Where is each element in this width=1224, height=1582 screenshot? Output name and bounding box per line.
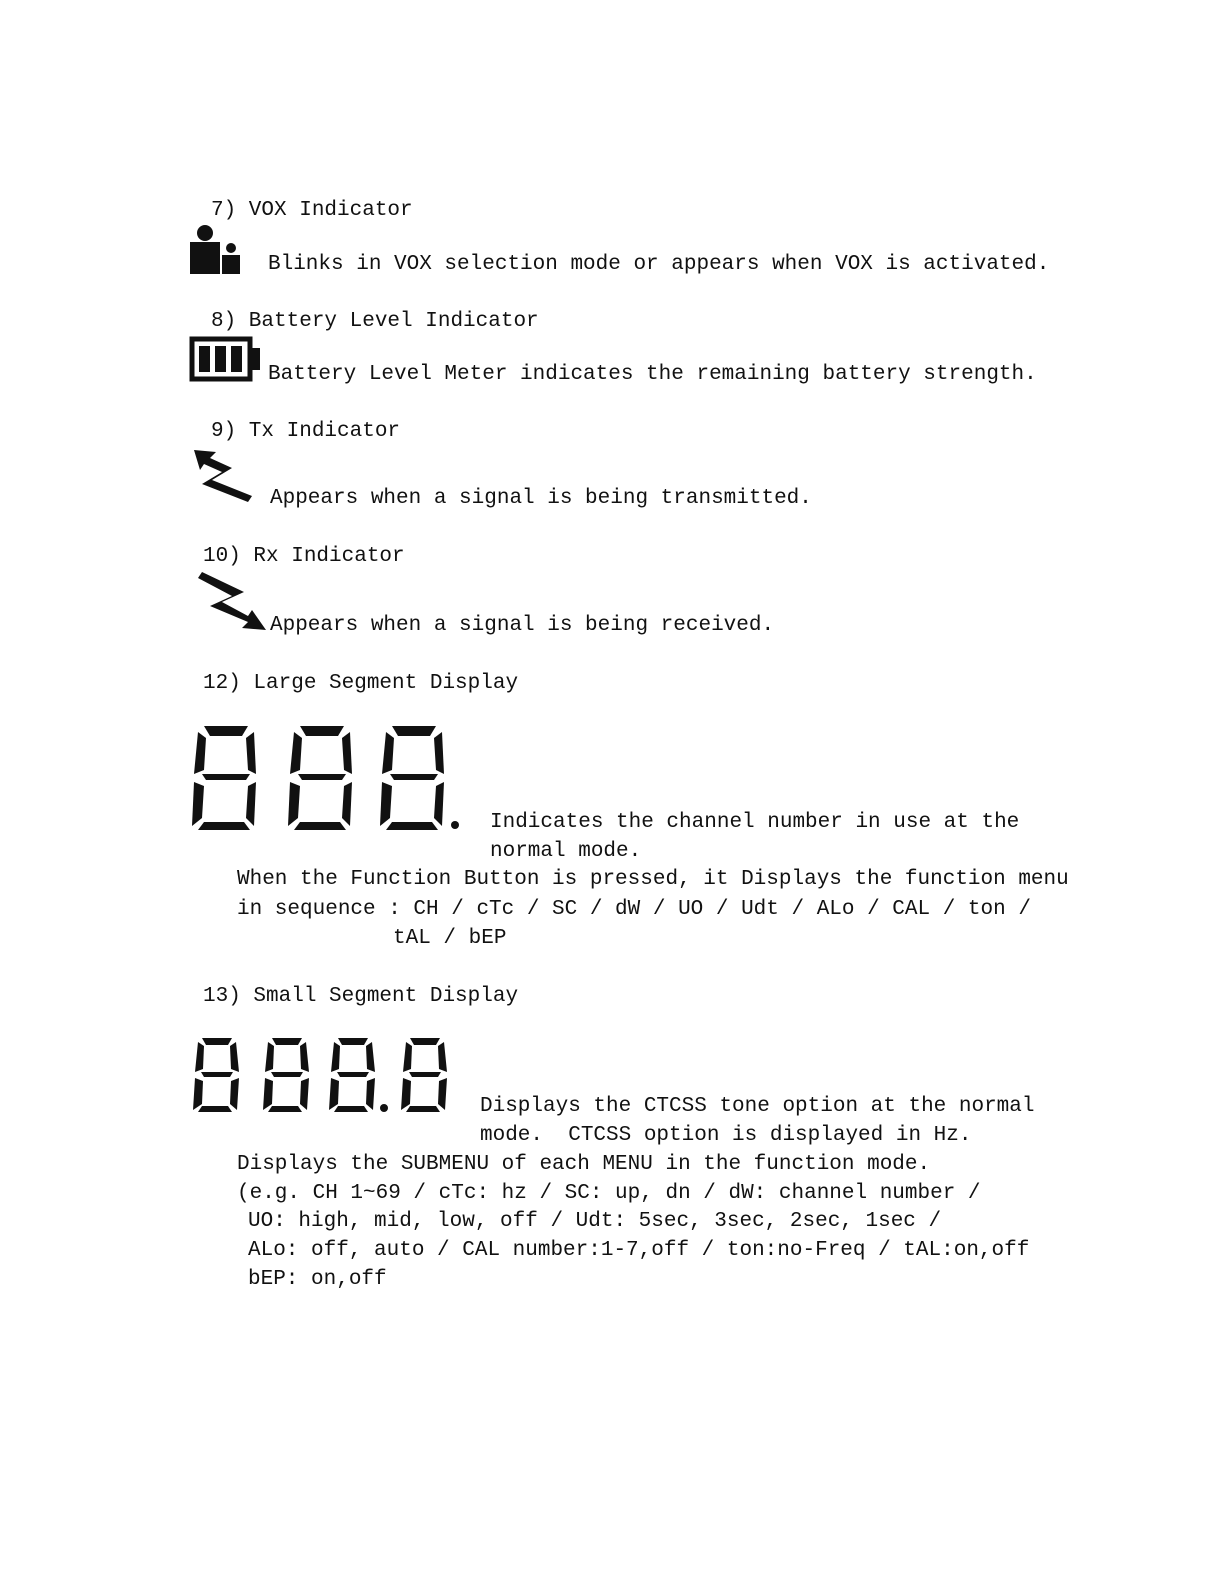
tx-description: Appears when a signal is being transmitted. <box>270 487 812 510</box>
small-segment-desc-line1: Displays the CTCSS tone option at the normal <box>480 1095 1035 1118</box>
vox-description: Blinks in VOX selection mode or appears when VOX is activated. <box>268 253 1050 276</box>
battery-icon <box>189 336 267 384</box>
submenu-line5: bEP: on,off <box>248 1268 387 1291</box>
rx-arrow-icon <box>196 570 268 634</box>
rx-description: Appears when a signal is being received. <box>270 614 775 637</box>
vox-persons-icon <box>188 224 244 276</box>
large-segment-heading: 12) Large Segment Display <box>203 672 519 695</box>
large-segment-display-icon <box>190 724 470 836</box>
large-segment-desc-line2: normal mode. <box>490 840 642 863</box>
tx-heading: 9) Tx Indicator <box>211 420 401 443</box>
small-segment-heading: 13) Small Segment Display <box>203 985 519 1008</box>
battery-heading: 8) Battery Level Indicator <box>211 310 539 333</box>
function-menu-line2: in sequence : CH / cTc / SC / dW / UO / Udt / ALo / CAL / ton / <box>237 898 1031 921</box>
small-segment-display-icon <box>192 1036 454 1116</box>
submenu-line1: Displays the SUBMENU of each MENU in the function mode. <box>237 1153 931 1176</box>
submenu-line2: (e.g. CH 1~69 / cTc: hz / SC: up, dn / dW: channel number / <box>237 1182 981 1205</box>
large-segment-desc-line1: Indicates the channel number in use at the <box>490 811 1020 834</box>
tx-arrow-icon <box>192 446 266 508</box>
small-segment-desc-line2: mode. CTCSS option is displayed in Hz. <box>480 1124 972 1147</box>
function-menu-line3: tAL / bEP <box>393 927 507 950</box>
battery-description: Battery Level Meter indicates the remaining battery strength. <box>268 363 1037 386</box>
function-menu-line1: When the Function Button is pressed, it Displays the function menu <box>237 868 1069 891</box>
rx-heading: 10) Rx Indicator <box>203 545 405 568</box>
submenu-line3: UO: high, mid, low, off / Udt: 5sec, 3sec, 2sec, 1sec / <box>248 1210 942 1233</box>
vox-heading: 7) VOX Indicator <box>211 199 413 222</box>
submenu-line4: ALo: off, auto / CAL number:1-7,off / ton:no-Freq / tAL:on,off <box>248 1239 1030 1262</box>
